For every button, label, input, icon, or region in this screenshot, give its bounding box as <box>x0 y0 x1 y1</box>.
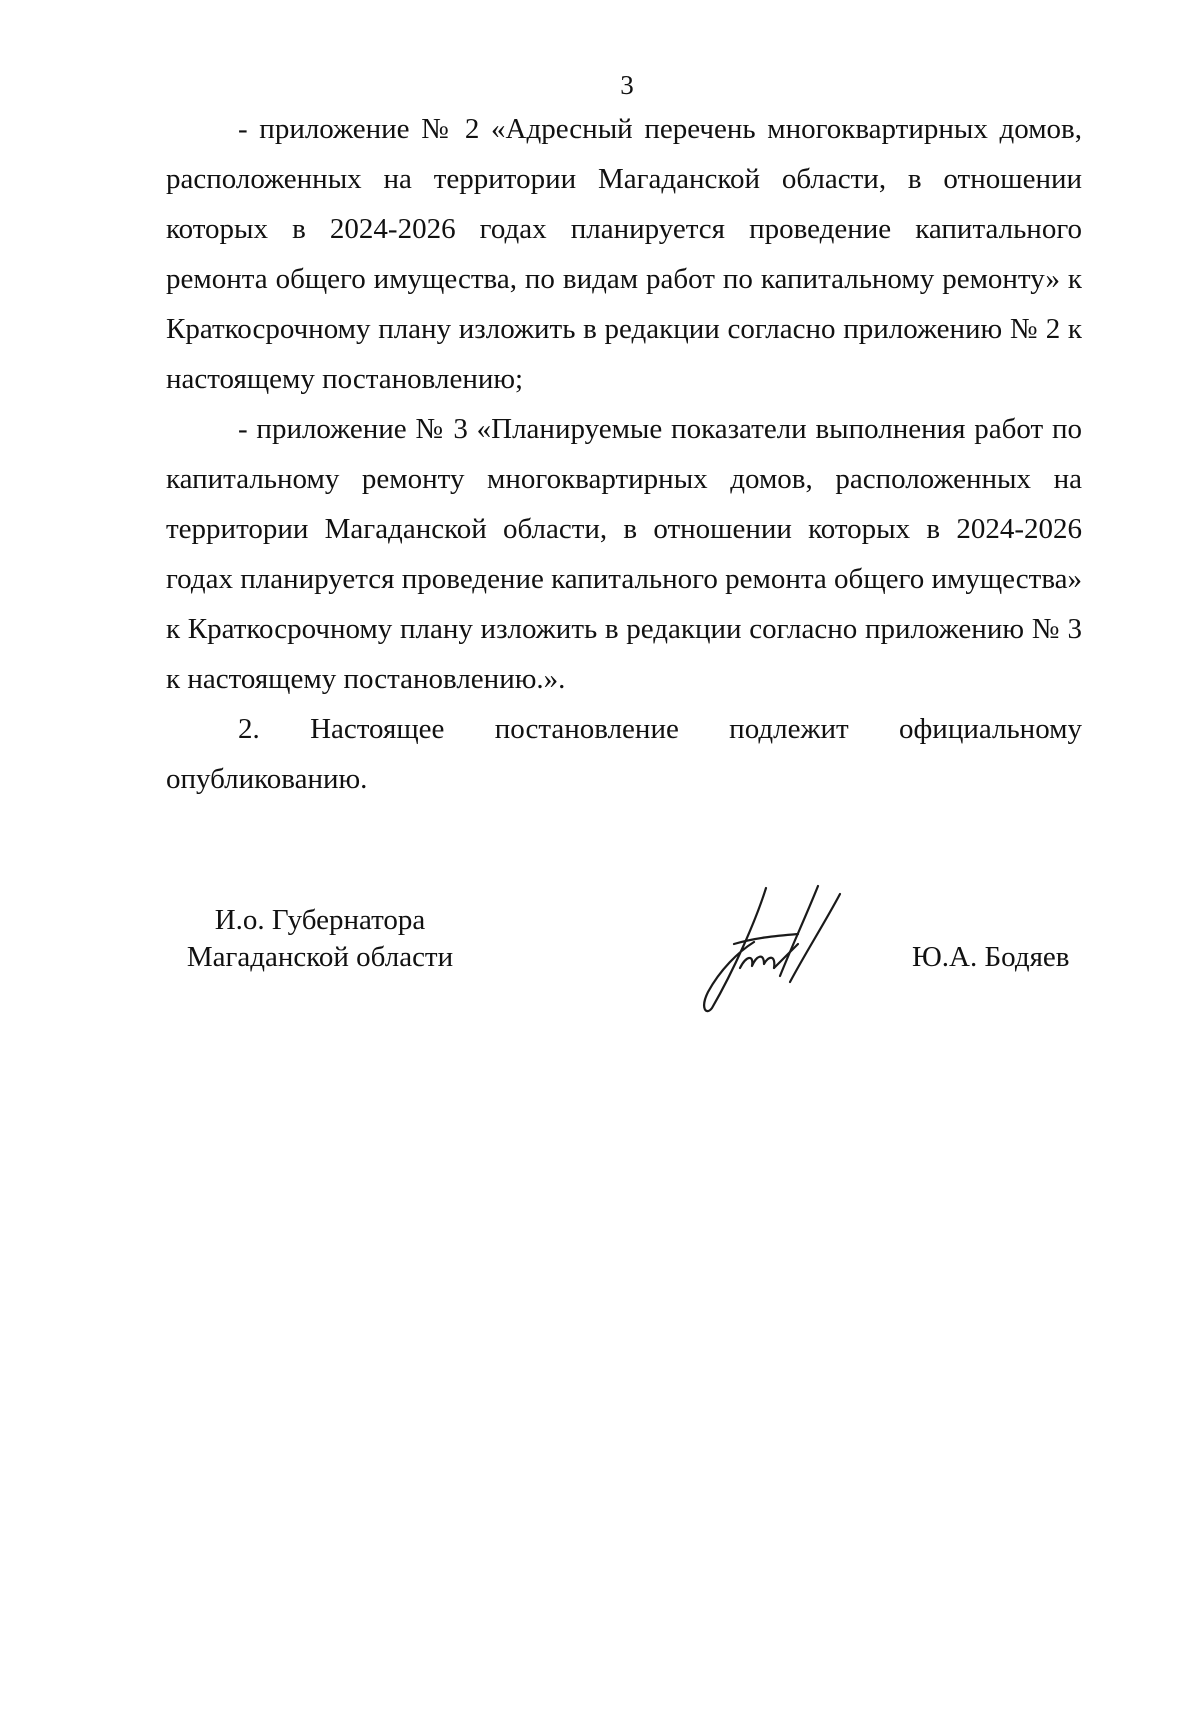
signature-block <box>0 902 1200 1042</box>
page-number: 3 <box>620 70 634 100</box>
paragraph-appendix-3: - приложение № 3 «Планируемые показатели выполнения работ по капитальному ремонту многоквартирных домов, расположенных на территории Магаданской области, в отношении которых в 2024-2026 годах планируется проведение капитального ремонта общего имущества» к Краткосрочному плану изложить в редакции согласно приложению № 3 к настоящему постановлению.». <box>166 413 1082 695</box>
signer-title-line-1: И.о. Губернатора <box>214 904 426 936</box>
signer-title-line-2: Магаданской области <box>186 941 454 973</box>
paragraph-publication: 2. Настоящее постановление подлежит официальному опубликованию. <box>166 713 1082 795</box>
document-body <box>166 104 1082 804</box>
handwritten-signature-icon <box>694 880 854 1020</box>
signer-title <box>170 902 470 976</box>
paragraph-appendix-2: - приложение № 2 «Адресный перечень многоквартирных домов, расположенных на территории Магаданской области, в отношении которых в 2024-2026 годах планируется проведение капитального ремонта общего имущества, по видам работ по капитальному ремонту» к Краткосрочному плану изложить в редакции согласно приложению № 2 к настоящему постановлению; <box>166 113 1082 395</box>
signer-name: Ю.А. Бодяев <box>912 941 1070 973</box>
